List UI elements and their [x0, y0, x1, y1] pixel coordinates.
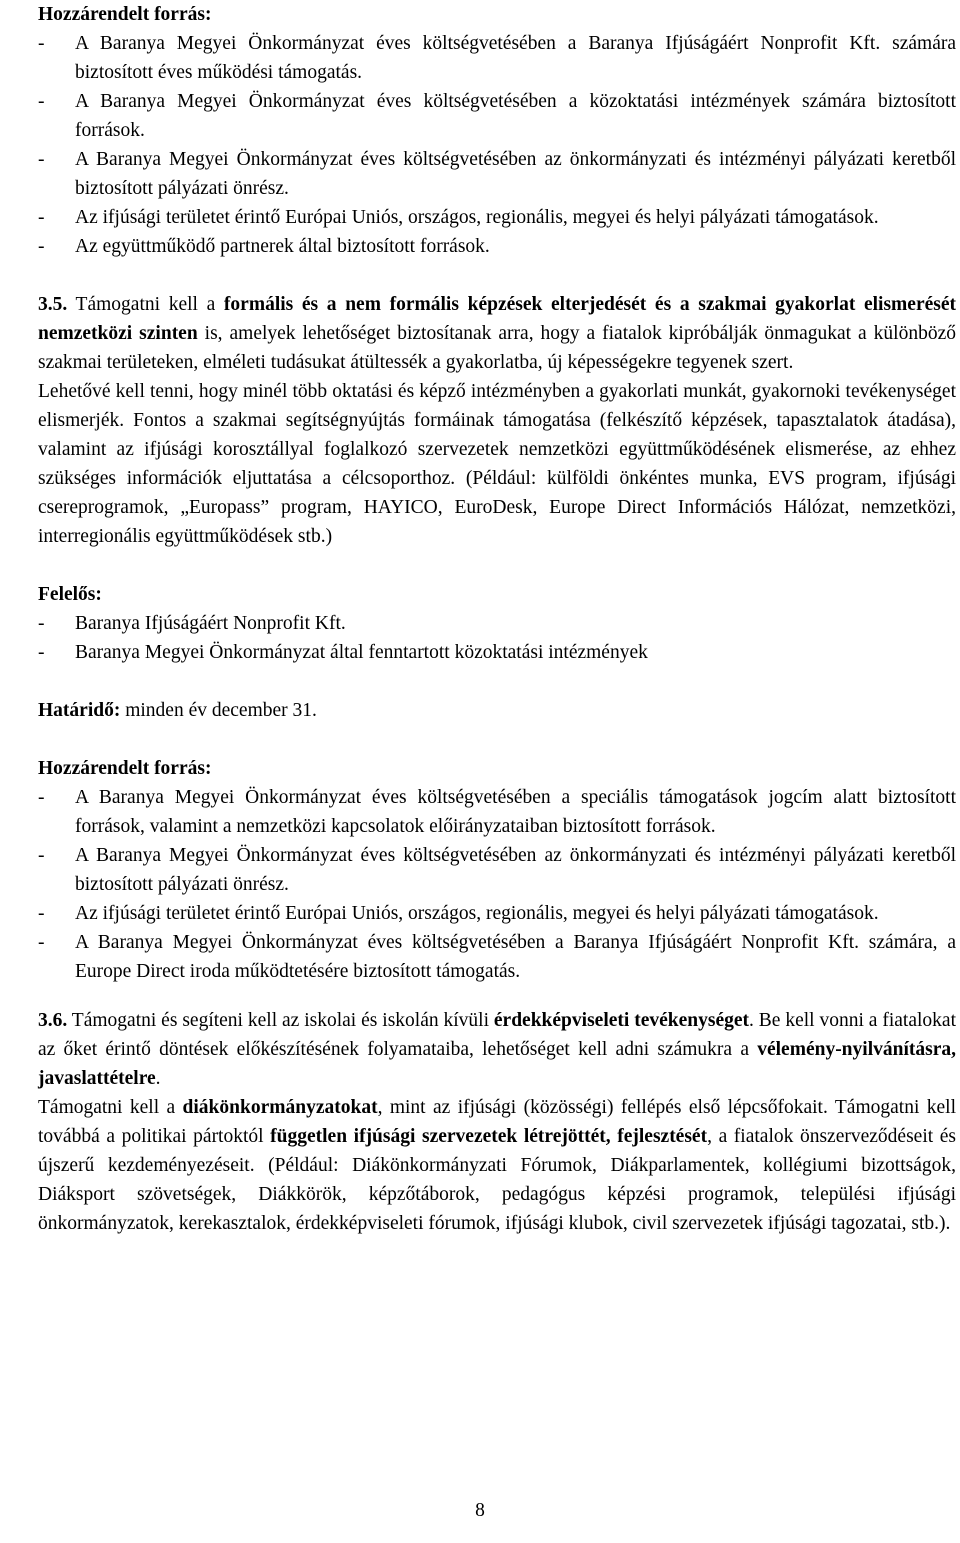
- list-item: - A Baranya Megyei Önkormányzat éves költségvetésében a Baranya Ifjúságáért Nonprofit Kft. számára, a Europe Direct iroda működtetésére biztosított támogatás.: [38, 932, 956, 982]
- section-number: 3.5.: [38, 294, 68, 315]
- list-item: - A Baranya Megyei Önkormányzat éves költségvetésében a közoktatási intézmények számára biztosított források.: [38, 91, 956, 141]
- document-page: [38, 0, 956, 1238]
- list-item: - Az ifjúsági területet érintő Európai Uniós, országos, regionális, megyei és helyi pályázati támogatások.: [38, 903, 879, 924]
- section-3-5-paragraph-2: Lehetővé kell tenni, hogy minél több oktatási és képző intézményben a gyakorlati munkát, gyakornoki tevékenységet elismerjék. Fontos a szakmai segítségnyújtás formáinak támogatása (felkészítő képzések, tapasztalatok átadása), valamint az ifjúsági korosztállyal foglalkozó szervezetek nemzetközi együttműködésének elismerése, az ehhez szükséges információk eljuttatása a célcsoporthoz. (Például: külföldi önkéntes munka, EVS program, ifjúsági csereprogramok, „Europass” program, HAYICO, EuroDesk, Europe Direct Információs Hálózat, nemzetközi, interregionális együttműködések stb.): [38, 381, 956, 547]
- list-item: - Baranya Megyei Önkormányzat által fenntartott közoktatási intézmények: [38, 642, 648, 663]
- list-item: - Az ifjúsági területet érintő Európai Uniós, országos, regionális, megyei és helyi pályázati támogatások.: [38, 207, 879, 228]
- deadline-line: Határidő: minden év december 31.: [38, 700, 317, 721]
- list-item: - Baranya Ifjúságáért Nonprofit Kft.: [38, 613, 346, 634]
- section-3-6-paragraph-2: Támogatni kell a diákönkormányzatokat, mint az ifjúsági (közösségi) fellépés első lépcsőfokait. Támogatni kell továbbá a politikai pártoktól független ifjúsági szervezetek létrejöttét, fejlesztését, a fiatalok önszerveződéseit és újszerű kezdeményezéseit. (Például: Diákönkormányzati Fórumok, Diákparlamentek, kollégiumi bizottságok, Diáksport szövetségek, Diákkörök, képzőtáborok, pedagógus képzési programok, települési ifjúsági önkormányzatok, kerekasztalok, érdekképviseleti fórumok, ifjúsági klubok, civil szervezetek ifjúsági tagozatai, stb.).: [38, 1097, 956, 1234]
- list-item: - A Baranya Megyei Önkormányzat éves költségvetésében az önkormányzati és intézményi pályázati keretből biztosított pályázati önrész.: [38, 149, 956, 199]
- list-item: - A Baranya Megyei Önkormányzat éves költségvetésében az önkormányzati és intézményi pályázati keretből biztosított pályázati önrész.: [38, 845, 956, 895]
- allocated-source-heading-1: Hozzárendelt forrás:: [38, 4, 212, 25]
- list-item: - A Baranya Megyei Önkormányzat éves költségvetésében a speciális támogatások jogcím alatt biztosított források, valamint a nemzetközi kapcsolatok előirányzataiban biztosított források.: [38, 787, 956, 837]
- list-item: - Az együttműködő partnerek által biztosított források.: [38, 236, 490, 257]
- page-number: 8: [475, 1500, 485, 1521]
- section-number: 3.6.: [38, 1010, 68, 1031]
- allocated-source-heading-2: Hozzárendelt forrás:: [38, 758, 212, 779]
- responsible-heading: Felelős:: [38, 584, 102, 605]
- section-3-6-paragraph: 3.6. Támogatni és segíteni kell az iskolai és iskolán kívüli érdekképviseleti tevékenységet. Be kell vonni a fiatalokat az őket érintő döntések előkészítésének folyamataiba, lehetőséget kell adni számukra a vélemény-nyilvánításra, javaslattételre.: [38, 1010, 956, 1089]
- list-item: - A Baranya Megyei Önkormányzat éves költségvetésében a Baranya Ifjúságáért Nonprofit Kft. számára biztosított éves működési támogatás.: [38, 33, 956, 83]
- section-3-5-paragraph: 3.5. Támogatni kell a formális és a nem formális képzések elterjedését és a szakmai gyakorlat elismerését nemzetközi szinten is, amelyek lehetőséget biztosítanak arra, hogy a fiatalok kipróbálják önmagukat a különböző szakmai területeken, elméleti tudásukat átültessék a gyakorlatba, új képességekre tegyenek szert.: [38, 294, 956, 373]
